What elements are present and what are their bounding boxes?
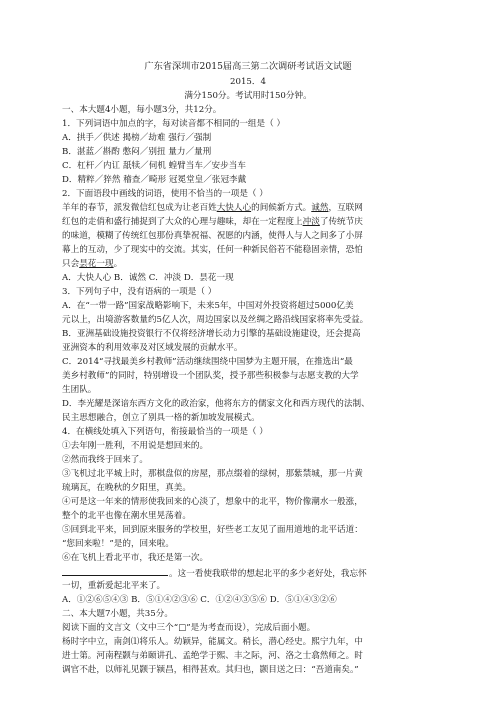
question-4-passage-cont: 一切，重新爱起北平来了。 — [62, 581, 166, 591]
underlined-term: 昙花一现 — [79, 259, 114, 269]
question-3-option-c: C．2014“寻找最美乡村教师”活动继续围绕中国梦为主题开展，在推选出“最 — [62, 357, 353, 367]
question-2-passage-line — [62, 203, 363, 213]
question-4-blank-line — [62, 567, 367, 579]
passage-text: 。这一看使我联带的想起北平的多少老好处，我忘怀 — [169, 569, 367, 579]
question-4-sentence-6: ⑥在飞机上看北平市，我还是第一次。 — [62, 553, 209, 563]
question-4-sentence-4-cont: 整个的北平也像在潮水里晃荡着。 — [62, 511, 191, 521]
passage-text: 只会 — [62, 259, 80, 269]
section-two-heading: 二、本大题7小题，共35分。 — [62, 609, 173, 619]
question-4-sentence-1: ①去年刚一胜利，不用说是想回来的。 — [62, 441, 209, 451]
underlined-term: 诚然 — [311, 203, 329, 213]
document-title: 广东省深圳市2015届高三第二次调研考试语文试题 — [144, 61, 352, 72]
question-4-sentence-5-cont: “您回来啦！”是的，回来啦。 — [62, 539, 174, 549]
question-4-sentence-4: ④可是这一年来的情形使我回来的心淡了，想象中的北平，物价像潮水一般涨， — [62, 497, 363, 507]
question-1-option-a: A．拱手／供述 揭榜／劫难 强行／强制 — [62, 133, 212, 143]
question-4-sentence-3: ③飞机过北平城上时，那棋盘似的房屋，那点缀着的绿树，那紫禁城，那一片黄 — [62, 469, 363, 479]
underlined-term: 大快人心 — [216, 203, 252, 213]
fill-in-blank — [62, 567, 168, 576]
passage-text: 的间候新方式。 — [251, 203, 312, 213]
question-2-passage-line: 的味道，模糊了传统红包那份真挚祝福、祝愿的内涵，使得人与人之间多了小屏 — [62, 231, 363, 241]
question-3-option-c-cont: 美乡村教师”的同时，特别增设一个团队奖，授予那些积极参与志愿支教的大学 — [62, 371, 359, 381]
question-3-stem: 3．下列句子中，没有语病的一项是（ ） — [62, 287, 217, 297]
question-3-option-c-cont: 生团队。 — [62, 385, 97, 395]
question-4-sentence-5: ⑤回到北平来，回到原来服务的学校里，好些老工友见了面用道地的北平话道： — [62, 525, 363, 535]
question-4-sentence-2: ②然而我终于回来了。 — [62, 455, 148, 465]
question-1-option-b: B．湛蓝／斟酌 憋闷／别扭 量力／量刑 — [62, 147, 212, 157]
passage-text: 了传统节庆 — [319, 217, 363, 227]
question-1-option-d: D．精粹／猝然 稽查／畸形 冠冕堂皇／张冠李戴 — [62, 175, 247, 185]
classical-passage-line: 调官不赴，以师礼见颢于颍昌，相得甚欢。其归也，颢目送之曰：“吾道南矣。” — [62, 665, 359, 675]
underlined-term: 冲淡 — [302, 217, 320, 227]
question-3-option-b-cont: 亚洲资本的利用效率及对区域发展的贡献水平。 — [62, 343, 243, 353]
question-4-stem: 4．在横线处填入下列语句，衔接最恰当的一项是（ ） — [62, 427, 268, 437]
passage-text: ，互联网 — [328, 203, 363, 213]
question-4-options: A．①②⑥⑤④③ B．⑤①④②③⑥ C．①②④③⑤⑥ D．⑤①④③②⑥ — [62, 595, 337, 605]
question-2-passage-line: 幕上的互动，少了现实中的交流。其实，任何一种新民俗若不能稳固亲情，恐怕 — [62, 245, 363, 255]
question-1-stem: 1．下列词语中加点的字，每对读音都不相同的一组是（ ） — [62, 119, 286, 129]
question-3-option-b: B．亚洲基础设施投资银行不仅将经济增长动力引擎的基础设施建设，还会提高 — [62, 329, 361, 339]
score-info: 满分150分。考试用时150分钟。 — [184, 91, 312, 101]
section-one-heading: 一、本大题4小题，每小题3分，共12分。 — [62, 105, 222, 115]
question-3-option-d: D．李光耀是深谙东西方文化的政治家，他将东方的儒家文化和西方现代的法制、 — [62, 399, 370, 409]
question-1-option-c: C．杠杆／内讧 舐犊／伺机 蝗臂当车／安步当车 — [62, 161, 246, 171]
question-2-options: A．大快人心 B．诚然 C．冲淡 D．昙花一现 — [62, 273, 234, 283]
passage-text: 羊年的春节，派发微信红包成为让老百姓 — [62, 203, 217, 213]
document-date: 2015．4 — [230, 77, 266, 87]
question-2-passage-line — [62, 217, 363, 227]
question-3-option-a: A．在“一带一路”国家战略影响下，未来5年，中国对外投资将超过5000亿美 — [62, 301, 354, 311]
question-3-option-a-cont: 元以上，出境游客数量约5亿人次，周边国家以及丝绸之路沿线国家将率先受益。 — [62, 315, 369, 325]
classical-passage-line: 进士第。河南程颢与弟颐讲孔、孟绝学于熙、丰之际，河、洛之士翕然师之。时 — [62, 651, 363, 661]
question-4-sentence-3-cont: 琉璃瓦，在晚秋的夕阳里，真美。 — [62, 483, 191, 493]
passage-text: 。 — [113, 259, 123, 269]
question-2-passage-line — [62, 259, 122, 269]
classical-reading-instruction: 阅读下面的文言文（文中三个“□”是为考查而设），完成后面小题。 — [62, 623, 316, 633]
passage-text: 红包的走俏和盛行捕捉到了大众的心理与趣味，却在一定程度上 — [62, 217, 303, 227]
classical-passage-line: 杨时字中立，南剑⑴将乐人。幼颖异，能属文。稍长，潜心经史。熙宁九年，中 — [62, 637, 363, 647]
question-3-option-d-cont: 民主思想融合，创立了别具一格的新加坡发展模式。 — [62, 413, 260, 423]
question-2-stem: 2．下面语段中画线的词语，使用不恰当的一项是（ ） — [62, 189, 268, 199]
